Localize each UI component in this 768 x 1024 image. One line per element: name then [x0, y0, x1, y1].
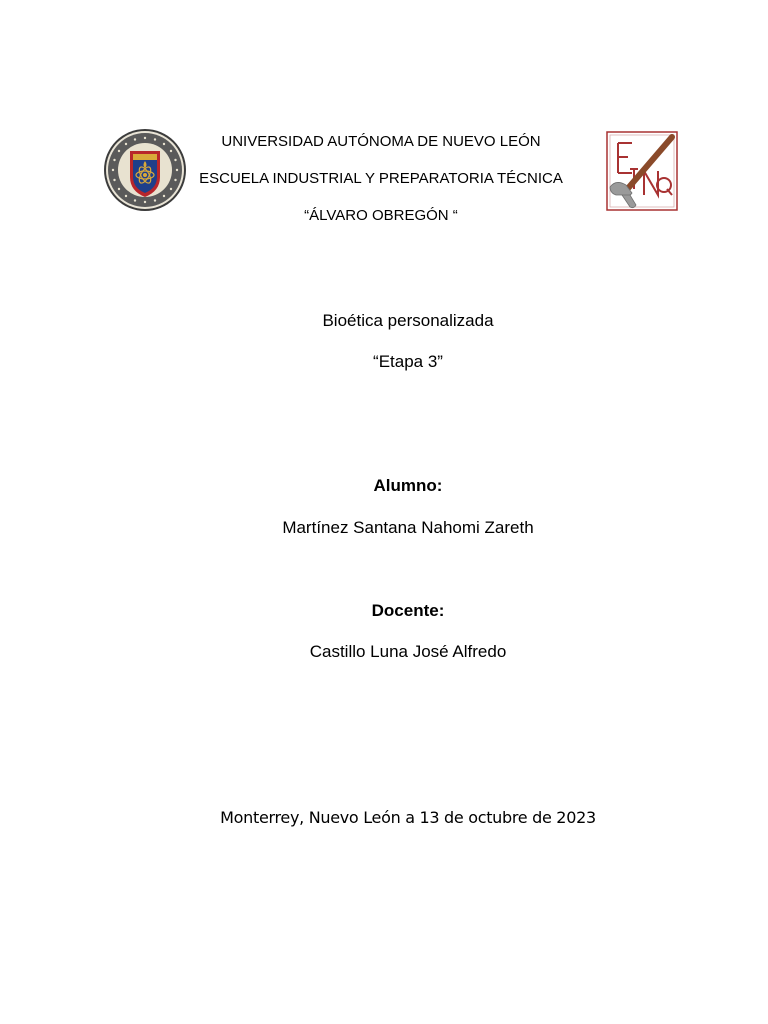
student-name: Martínez Santana Nahomi Zareth [282, 518, 534, 537]
subject-title: Bioética personalizada [322, 311, 494, 330]
teacher-label: Docente: [371, 601, 445, 620]
teacher-name: Castillo Luna José Alfredo [309, 642, 507, 661]
school-title: “ÁLVARO OBREGÓN “ [304, 207, 458, 224]
school-name: ESCUELA INDUSTRIAL Y PREPARATORIA TÉCNICA [199, 170, 563, 187]
stage-title: “Etapa 3” [373, 352, 443, 371]
place-date: Monterrey, Nuevo León a 13 de octubre de 2023 [220, 808, 596, 827]
eiyptao-emblem-icon [604, 129, 680, 211]
university-name: UNIVERSIDAD AUTÓNOMA DE NUEVO LEÓN [221, 133, 541, 150]
uanl-seal-icon [103, 127, 187, 213]
student-label: Alumno: [373, 476, 443, 495]
